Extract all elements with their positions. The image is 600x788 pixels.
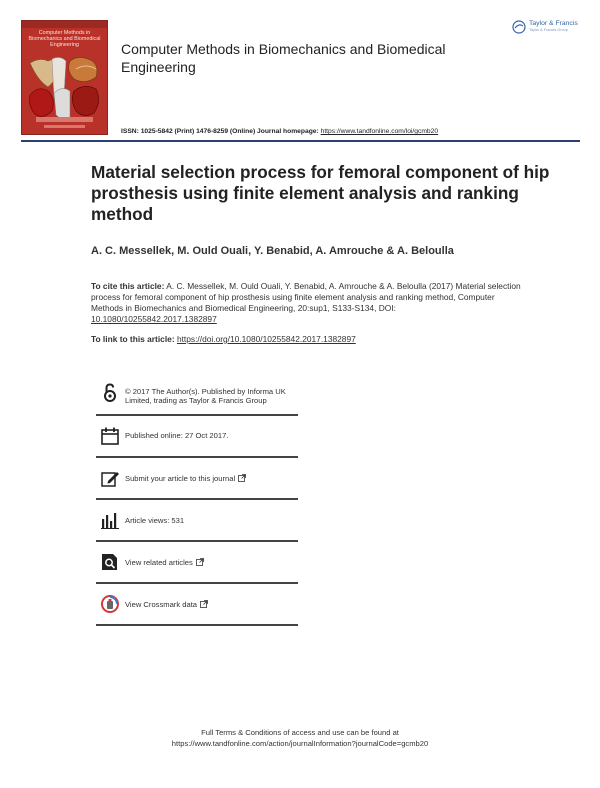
cover-artwork xyxy=(26,55,105,125)
citation-doi-link[interactable]: 10.1080/10255842.2017.1382897 xyxy=(91,314,217,324)
citation-text: A. C. Messellek, M. Ould Ouali, Y. Benabid, A. Amrouche & A. Beloulla (2017) Material selection process for femoral component of hip prosthesis using finite element analysis and ranking method, Computer Methods in Biomechanics and Biomedical Engineering, 20:sup1, S133-S134, DOI: xyxy=(91,281,521,313)
license-row[interactable] xyxy=(96,372,298,416)
related-articles-text: View related articles xyxy=(125,558,193,567)
article-authors: A. C. Messellek, M. Ould Ouali, Y. Benabid, A. Amrouche & A. Beloulla xyxy=(91,245,454,257)
publisher-logo-text: Taylor & Francis xyxy=(529,20,578,27)
published-row xyxy=(96,416,298,458)
journal-homepage-link[interactable]: https://www.tandfonline.com/loi/gcmb20 xyxy=(320,128,439,135)
article-doi-url[interactable]: https://doi.org/10.1080/10255842.2017.1382897 xyxy=(176,334,356,344)
footer-terms-text: Full Terms & Conditions of access and use can be found at xyxy=(201,728,399,737)
footer-terms-link[interactable]: https://www.tandfonline.com/action/journalInformation?journalCode=gcmb20 xyxy=(171,739,429,748)
edit-icon xyxy=(100,468,120,488)
cover-title: Computer Methods in Biomechanics and Biomedical Engineering xyxy=(28,30,101,48)
external-link-icon xyxy=(200,600,208,608)
article-link-label: To link to this article: xyxy=(91,334,175,344)
publisher-logo-icon xyxy=(512,20,526,34)
cover-bottom-bar-2 xyxy=(44,125,85,128)
publisher-logo-subtext: Taylor & Francis Group xyxy=(529,28,568,32)
article-views: Article views: 531 xyxy=(125,516,185,525)
article-info-list xyxy=(96,372,298,626)
issn-label: ISSN: 1025-5842 (Print) 1476-8259 (Online) Journal homepage: xyxy=(121,128,319,135)
bar-chart-icon xyxy=(100,510,120,530)
related-articles-icon xyxy=(100,552,120,572)
submit-row[interactable] xyxy=(96,458,298,500)
crossmark-icon xyxy=(100,594,120,614)
article-link-line xyxy=(91,334,356,345)
related-articles-link[interactable] xyxy=(125,558,204,567)
publisher-logo[interactable] xyxy=(512,19,582,35)
header-divider xyxy=(21,140,580,142)
journal-title: Computer Methods in Biomechanics and Biomedical Engineering xyxy=(121,41,446,75)
crossmark-text: View Crossmark data xyxy=(125,600,198,609)
external-link-icon xyxy=(238,474,246,482)
cover-top-strip xyxy=(22,21,107,28)
issn-line xyxy=(121,128,438,135)
external-link-icon xyxy=(196,558,204,566)
submit-article-link[interactable] xyxy=(125,474,246,483)
footer xyxy=(0,727,600,749)
cover-bottom-bar xyxy=(36,117,93,122)
calendar-icon xyxy=(100,426,120,446)
article-title: Material selection process for femoral component of hip prosthesis using finite element analysis and ranking method xyxy=(91,162,550,224)
views-row xyxy=(96,500,298,542)
citation-label: To cite this article: xyxy=(91,281,165,291)
related-row[interactable] xyxy=(96,542,298,584)
license-text: © 2017 The Author(s). Published by Informa UK Limited, trading as Taylor & Francis Group xyxy=(125,387,286,405)
submit-article-text: Submit your article to this journal xyxy=(125,474,236,483)
journal-cover-image xyxy=(21,20,108,135)
citation-block xyxy=(91,281,521,325)
crossmark-row[interactable] xyxy=(96,584,298,626)
crossmark-link[interactable] xyxy=(125,600,208,609)
open-access-icon xyxy=(100,383,120,403)
published-date: Published online: 27 Oct 2017. xyxy=(125,431,229,440)
